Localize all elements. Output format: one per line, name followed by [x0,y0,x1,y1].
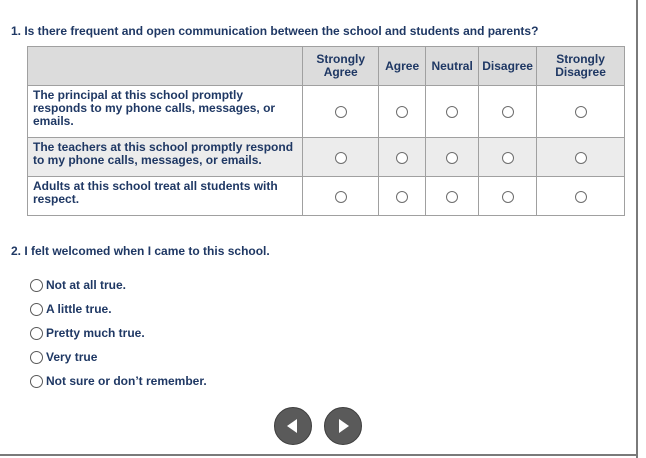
cell [379,86,426,138]
radio-teachers-agree[interactable] [396,152,408,164]
question-2-title: 2. I felt welcomed when I came to this school. [11,244,270,258]
option-not-sure[interactable] [30,369,207,393]
likert-matrix [27,46,625,216]
radio-teachers-neutral[interactable] [446,152,458,164]
back-button[interactable] [274,407,312,445]
window-bottom-border [0,454,638,456]
matrix-row-principal [28,86,625,138]
radio-very-true[interactable] [30,351,43,364]
next-button[interactable] [324,407,362,445]
radio-principal-disagree[interactable] [502,106,514,118]
option-pretty-much-true[interactable] [30,321,207,345]
matrix-row-teachers [28,138,625,177]
cell [537,138,625,177]
arrow-left-icon [283,416,303,436]
option-label: Pretty much true. [46,326,145,340]
cell [426,138,479,177]
radio-pretty-much-true[interactable] [30,327,43,340]
cell [537,177,625,216]
cell [537,86,625,138]
radio-not-sure[interactable] [30,375,43,388]
option-label: Very true [46,350,98,364]
cell [379,138,426,177]
radio-principal-strongly-disagree[interactable] [575,106,587,118]
radio-not-at-all-true[interactable] [30,279,43,292]
option-label: Not at all true. [46,278,127,292]
column-header-agree: Agree [379,47,426,86]
radio-a-little-true[interactable] [30,303,43,316]
cell [303,86,379,138]
radio-adults-agree[interactable] [396,191,408,203]
column-header-strongly-disagree: Strongly Disagree [537,47,625,86]
arrow-right-icon [333,416,353,436]
radio-adults-strongly-disagree[interactable] [575,191,587,203]
radio-teachers-strongly-agree[interactable] [335,152,347,164]
statement-principal: The principal at this school promptly responds to my phone calls, messages, or emails. [28,86,303,138]
option-label: Not sure or don’t remember. [46,374,207,388]
radio-adults-disagree[interactable] [502,191,514,203]
column-header-strongly-agree: Strongly Agree [303,47,379,86]
option-very-true[interactable] [30,345,207,369]
statement-teachers: The teachers at this school promptly respond to my phone calls, messages, or emails. [28,138,303,177]
cell [303,138,379,177]
matrix-row-adults [28,177,625,216]
option-not-at-all-true[interactable] [30,273,207,297]
cell [426,86,479,138]
option-label: A little true. [46,302,112,316]
question-2-options [30,273,207,393]
cell [426,177,479,216]
cell [379,177,426,216]
cell [479,86,537,138]
radio-principal-strongly-agree[interactable] [335,106,347,118]
statement-adults: Adults at this school treat all students with respect. [28,177,303,216]
cell [303,177,379,216]
statement-column-header [28,47,303,86]
radio-adults-neutral[interactable] [446,191,458,203]
column-header-neutral: Neutral [426,47,479,86]
question-1-title: 1. Is there frequent and open communication between the school and students and parents? [11,24,539,38]
cell [479,138,537,177]
matrix-header-row [28,47,625,86]
radio-principal-agree[interactable] [396,106,408,118]
cell [479,177,537,216]
radio-teachers-disagree[interactable] [502,152,514,164]
window-right-border [636,0,638,458]
radio-principal-neutral[interactable] [446,106,458,118]
option-a-little-true[interactable] [30,297,207,321]
column-header-disagree: Disagree [479,47,537,86]
radio-teachers-strongly-disagree[interactable] [575,152,587,164]
radio-adults-strongly-agree[interactable] [335,191,347,203]
